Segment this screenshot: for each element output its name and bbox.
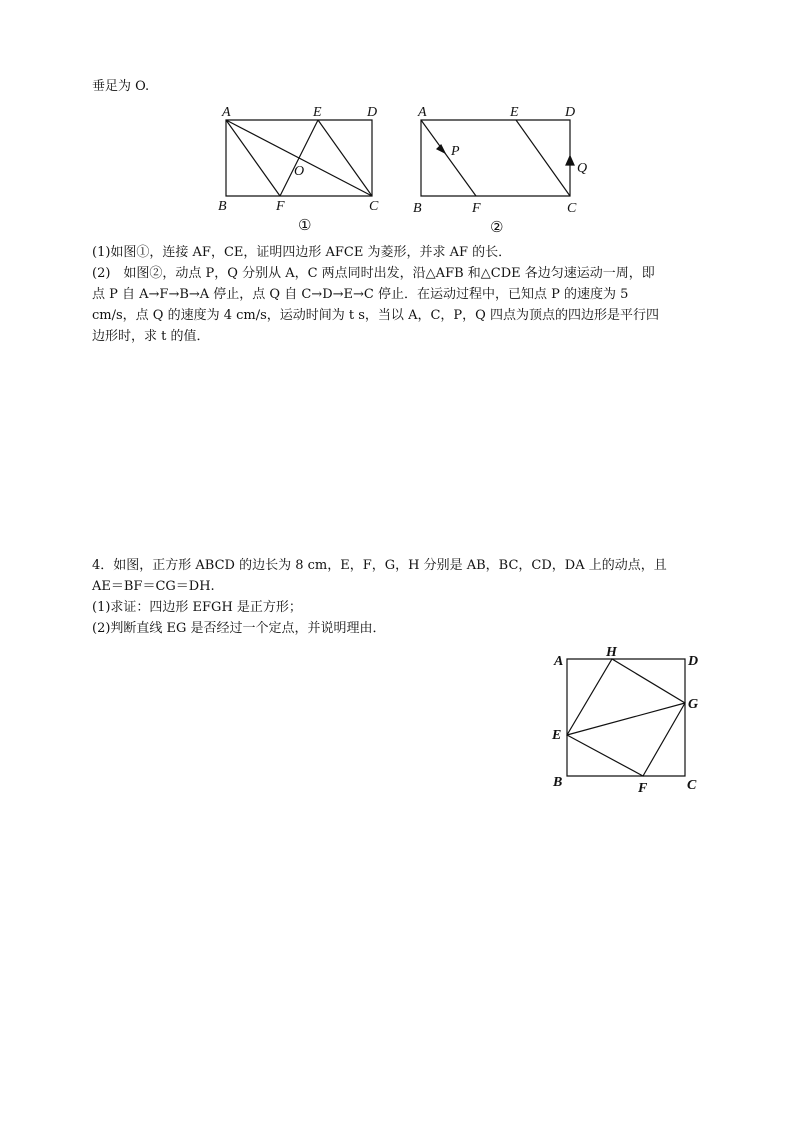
fig1-label-e: E <box>313 105 322 120</box>
problem3-part2-line3: cm/s，点 Q 的速度为 4 cm/s，运动时间为 t s，当以 A，C，P，Q 四点为顶点的四边形是平行四 <box>92 308 659 323</box>
foot-text: 垂足为 O. <box>92 79 150 94</box>
fig3-label-c: C <box>687 778 697 793</box>
fig3-label-e: E <box>552 728 562 743</box>
problem4-line3: (1)求证：四边形 EFGH 是正方形； <box>92 600 302 615</box>
fig1-label-a: A <box>222 105 231 120</box>
fig3-line-eg <box>567 703 685 735</box>
fig2-label-d: D <box>565 105 576 120</box>
fig1-label-b: B <box>218 199 227 214</box>
problem3-part2-line1: (2) 如图②，动点 P，Q 分别从 A，C 两点同时出发，沿△AFB 和△CDE 各边匀速运动一周，即 <box>92 266 655 281</box>
fig3-label-d: D <box>688 654 699 669</box>
problem3-part1: (1)如图①，连接 AF，CE，证明四边形 AFCE 为菱形，并求 AF 的长． <box>92 245 512 260</box>
fig1-label-d: D <box>367 105 378 120</box>
fig3-label-h: H <box>606 645 617 660</box>
fig2-label-b: B <box>413 201 422 216</box>
fig1-caption: ① <box>298 216 312 234</box>
fig1-label-f: F <box>276 199 285 214</box>
fig3-label-g: G <box>688 697 699 712</box>
problem3-part2-line4: 边形时，求 t 的值． <box>92 329 210 344</box>
fig2-caption: ② <box>490 218 504 236</box>
fig2-label-e: E <box>510 105 519 120</box>
fig3-square-abcd <box>567 659 685 776</box>
fig3-label-a: A <box>554 654 564 669</box>
fig2-label-c: C <box>567 201 577 216</box>
fig2-label-f: F <box>472 201 481 216</box>
problem3-part2-line2: 点 P 自 A→F→B→A 停止，点 Q 自 C→D→E→C 停止．在运动过程中，已知点 P 的速度为 5 <box>92 287 629 302</box>
fig2-label-q: Q <box>577 161 588 176</box>
fig3-label-f: F <box>638 781 648 796</box>
fig2-label-p: P <box>451 144 460 159</box>
problem4-line1: 4．如图，正方形 ABCD 的边长为 8 cm，E，F，G，H 分别是 AB，BC，CD，DA 上的动点，且 <box>92 558 667 573</box>
fig1-label-c: C <box>369 199 379 214</box>
fig1-label-o: O <box>294 164 305 179</box>
problem4-line2: AE＝BF＝CG＝DH. <box>92 579 215 594</box>
fig2-label-a: A <box>418 105 427 120</box>
problem4-line4: (2)判断直线 EG 是否经过一个定点，并说明理由． <box>92 621 386 636</box>
fig3-label-b: B <box>553 775 563 790</box>
fig3-quad-efgh <box>567 659 685 776</box>
